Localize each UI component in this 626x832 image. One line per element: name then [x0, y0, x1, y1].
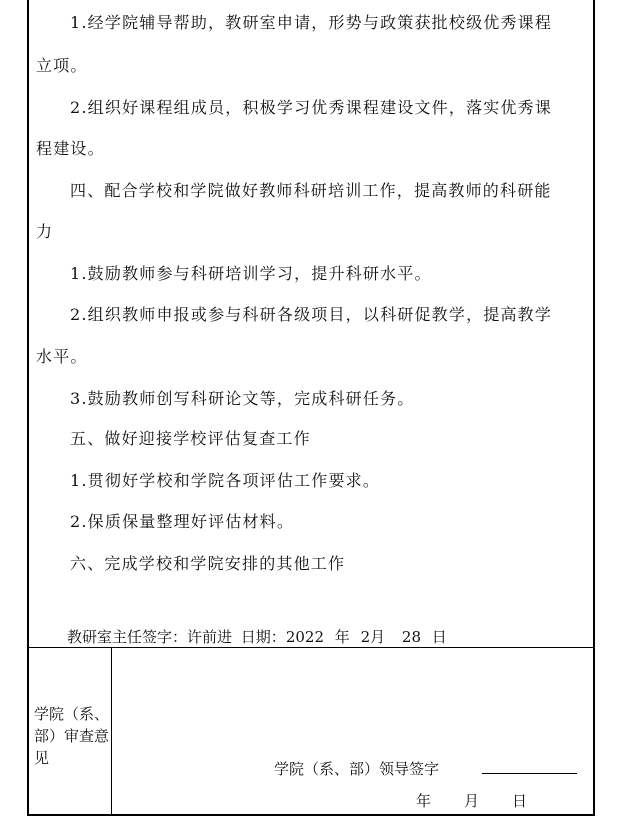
date-month: 2月 — [360, 628, 386, 646]
leader-signature-label: 学院（系、部）领导签字 — [274, 760, 440, 778]
plan-line-13: 2.保质保量整理好评估材料。 — [70, 512, 295, 531]
review-date-month: 月 — [464, 792, 480, 810]
director-signature-line — [67, 626, 447, 647]
plan-line-8: 2.组织教师申报或参与科研各级项目，以科研促教学，提高教学 — [70, 305, 553, 324]
plan-line-3: 2.组织好课程组成员，积极学习优秀课程建设文件，落实优秀课 — [70, 98, 553, 117]
director-signature: 教研室主任签字：许前进 — [67, 628, 233, 646]
date-day-unit: 日 — [431, 628, 447, 646]
plan-line-9: 水平。 — [36, 347, 88, 366]
report-form — [27, 0, 595, 816]
section-heading-4: 四、配合学校和学院做好教师科研培训工作，提高教师的科研能 — [70, 181, 552, 200]
plan-line-6: 力 — [36, 222, 54, 241]
plan-line-12: 1.贯彻好学校和学院各项评估工作要求。 — [70, 471, 381, 490]
plan-line-2: 立项。 — [36, 56, 88, 75]
signature-blank-line — [482, 773, 577, 774]
work-plan-cell — [29, 0, 593, 648]
review-label-cell — [29, 647, 112, 814]
plan-line-7: 1.鼓励教师参与科研培训学习，提升科研水平。 — [70, 264, 432, 283]
date-day: 28 — [401, 628, 421, 646]
date-year: 2022 — [285, 628, 324, 646]
plan-line-10: 3.鼓励教师创写科研论文等，完成科研任务。 — [70, 389, 415, 408]
plan-line-1: 1.经学院辅导帮助，教研室申请，形势与政策获批校级优秀课程 — [70, 13, 553, 32]
date-year-unit: 年 — [334, 628, 350, 646]
review-label: 学院（系、部）审查意见 — [34, 705, 110, 767]
section-heading-6: 六、完成学校和学院安排的其他工作 — [70, 554, 346, 573]
review-date-year: 年 — [416, 792, 432, 810]
review-opinion-cell — [111, 647, 593, 814]
plan-line-4: 程建设。 — [36, 139, 105, 158]
review-date-day: 日 — [512, 792, 528, 810]
date-label: 日期： — [240, 628, 286, 646]
review-date-row — [416, 790, 527, 811]
section-heading-5: 五、做好迎接学校评估复查工作 — [70, 429, 311, 448]
